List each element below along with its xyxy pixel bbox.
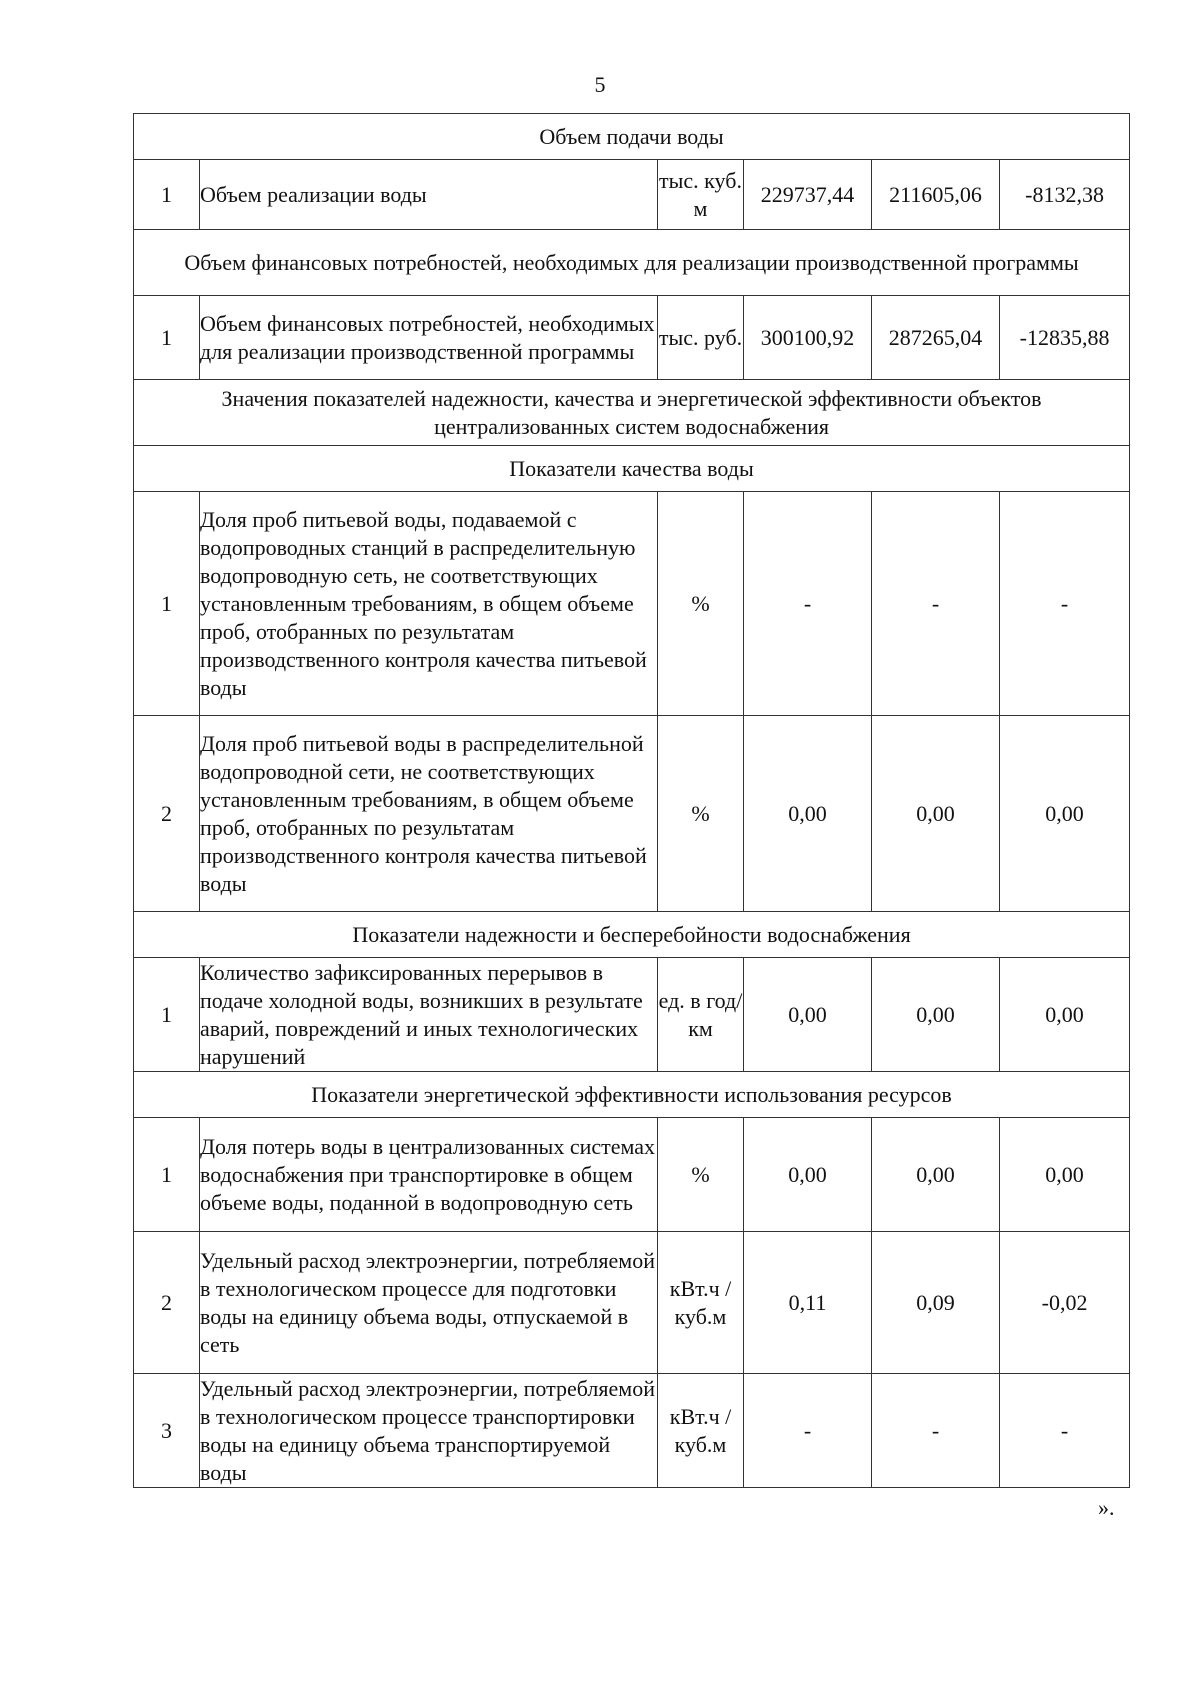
indicator-name: Удельный расход электроэнергии, потребляемой в технологическом процессе для подготовки воды на единицу объема воды, отпускаемой в сеть [200,1232,658,1374]
value-cell-3: -8132,38 [1000,160,1130,230]
value-cell-2: 211605,06 [872,160,1000,230]
indicator-name: Объем реализации воды [200,160,658,230]
value-cell-1: 300100,92 [744,296,872,380]
row-number: 1 [134,1118,200,1232]
row-number: 1 [134,492,200,716]
section-row-indicators [134,380,1130,446]
value-cell-3: -12835,88 [1000,296,1130,380]
table-row [134,1118,1130,1232]
section-title: Показатели надежности и бесперебойности водоснабжения [134,912,1130,958]
unit-cell: % [658,492,744,716]
row-number: 3 [134,1374,200,1488]
section-row-finance [134,230,1130,296]
row-number: 1 [134,296,200,380]
indicator-name: Объем финансовых потребностей, необходимых для реализации производственной программы [200,296,658,380]
value-cell-1: 0,11 [744,1232,872,1374]
value-cell-2: - [872,1374,1000,1488]
indicators-table [133,113,1130,1488]
value-cell-1: 0,00 [744,1118,872,1232]
row-number: 2 [134,1232,200,1374]
value-cell-2: 0,00 [872,1118,1000,1232]
section-title: Показатели энергетической эффективности использования ресурсов [134,1072,1130,1118]
unit-cell: % [658,716,744,912]
table-row [134,1374,1130,1488]
value-cell-1: - [744,1374,872,1488]
unit-cell: ед. в год/ км [658,958,744,1072]
table-row [134,492,1130,716]
value-cell-3: - [1000,492,1130,716]
table-row [134,160,1130,230]
section-row-quality [134,446,1130,492]
table-row [134,296,1130,380]
value-cell-3: 0,00 [1000,1118,1130,1232]
section-row-supply [134,114,1130,160]
value-cell-2: 0,00 [872,958,1000,1072]
value-cell-3: - [1000,1374,1130,1488]
indicator-name: Доля потерь воды в централизованных системах водоснабжения при транспортировке в общем объеме воды, поданной в водопроводную сеть [200,1118,658,1232]
table-row [134,1232,1130,1374]
row-number: 1 [134,958,200,1072]
unit-cell: тыс. руб. [658,296,744,380]
unit-cell: кВт.ч / куб.м [658,1374,744,1488]
value-cell-2: - [872,492,1000,716]
value-cell-2: 0,09 [872,1232,1000,1374]
indicator-name: Удельный расход электроэнергии, потребляемой в технологическом процессе транспортировки воды на единицу объема транспортируемой воды [200,1374,658,1488]
section-title: Показатели качества воды [134,446,1130,492]
table-row [134,958,1130,1072]
table-row [134,716,1130,912]
section-row-reliability [134,912,1130,958]
page-number: 5 [594,72,606,97]
row-number: 1 [134,160,200,230]
indicator-name: Доля проб питьевой воды в распределительной водопроводной сети, не соответствующих установленным требованиям, в общем объеме проб, отобранных по результатам производственного контроля качества питьевой воды [200,716,658,912]
value-cell-1: 0,00 [744,716,872,912]
unit-cell: % [658,1118,744,1232]
indicator-name: Доля проб питьевой воды, подаваемой с водопроводных станций в распределительную водопроводную сеть, не соответствующих установленным требованиям, в общем объеме проб, отобранных по результатам производственного контроля качества питьевой воды [200,492,658,716]
value-cell-1: - [744,492,872,716]
value-cell-3: 0,00 [1000,716,1130,912]
value-cell-3: 0,00 [1000,958,1130,1072]
value-cell-2: 287265,04 [872,296,1000,380]
unit-cell: кВт.ч / куб.м [658,1232,744,1374]
section-title: Объем подачи воды [134,114,1130,160]
value-cell-1: 229737,44 [744,160,872,230]
unit-cell: тыс. куб. м [658,160,744,230]
value-cell-1: 0,00 [744,958,872,1072]
section-title: Значения показателей надежности, качества и энергетической эффективности объектов централизованных систем водоснабжения [134,380,1130,446]
value-cell-2: 0,00 [872,716,1000,912]
section-row-energy [134,1072,1130,1118]
indicator-name: Количество зафиксированных перерывов в подаче холодной воды, возникших в результате аварий, повреждений и иных технологических нарушений [200,958,658,1072]
closing-quote: ». [1098,1495,1115,1520]
section-title: Объем финансовых потребностей, необходимых для реализации производственной программы [134,230,1130,296]
value-cell-3: -0,02 [1000,1232,1130,1374]
row-number: 2 [134,716,200,912]
